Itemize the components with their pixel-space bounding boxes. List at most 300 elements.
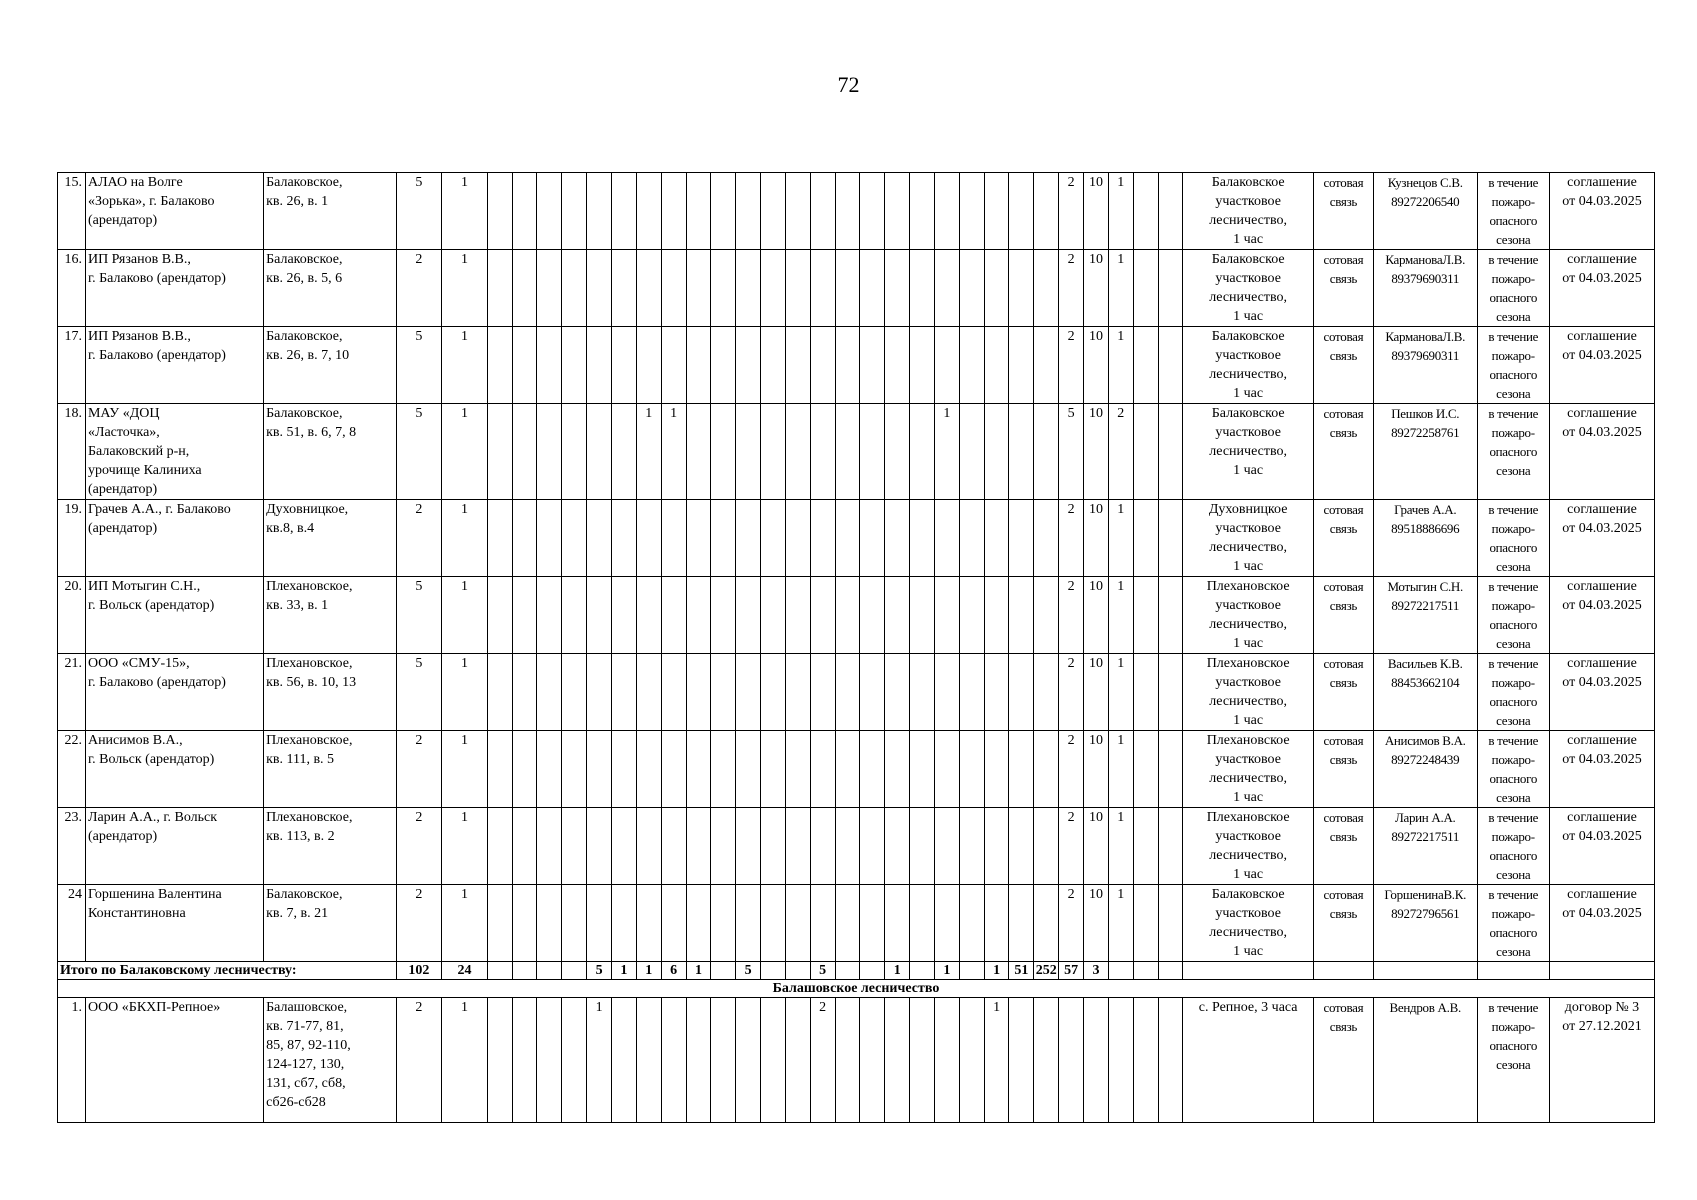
numeric-cell — [835, 808, 860, 885]
numeric-cell — [1133, 731, 1158, 808]
location-line: кв. 51, в. 6, 7, 8 — [266, 425, 357, 440]
numeric-cell — [711, 962, 736, 980]
organization-name-line: Грачев А.А., г. Балаково — [87, 502, 231, 517]
numeric-cell — [487, 654, 512, 731]
contact-person-line: Ларин А.А. — [1394, 810, 1456, 825]
contact-person — [1373, 577, 1477, 654]
numeric-cell: 2 — [1059, 654, 1084, 731]
numeric-cell — [785, 327, 810, 404]
communication-type — [1313, 500, 1373, 577]
location — [264, 173, 397, 250]
organization-name — [85, 173, 263, 250]
row-number: 23. — [58, 808, 86, 885]
numeric-cell — [910, 885, 935, 962]
station-info-line: Плехановское — [1206, 810, 1290, 825]
row-number: 21. — [58, 654, 86, 731]
numeric-cell: 1 — [1108, 654, 1133, 731]
station-info-line: участковое — [1215, 829, 1281, 844]
agreement — [1549, 327, 1654, 404]
total-label: Итого по Балаковскому лесничеству: — [58, 962, 397, 980]
agreement-line: соглашение — [1567, 502, 1637, 517]
numeric-cell — [1133, 808, 1158, 885]
numeric-cell — [910, 173, 935, 250]
numeric-cell — [785, 998, 810, 1123]
numeric-cell — [537, 731, 562, 808]
numeric-cell — [1133, 250, 1158, 327]
location-line: кв. 33, в. 1 — [266, 598, 329, 613]
station-info-line: лесничество, — [1209, 290, 1287, 305]
numeric-cell — [611, 808, 636, 885]
row-number: 15. — [58, 173, 86, 250]
numeric-cell: 2 — [1059, 577, 1084, 654]
table-row — [58, 808, 1655, 885]
numeric-cell — [711, 808, 736, 885]
numeric-cell — [587, 808, 612, 885]
numeric-cell — [587, 577, 612, 654]
organization-name — [85, 500, 263, 577]
duty-period-line: пожаро- — [1491, 829, 1535, 844]
numeric-cell — [761, 808, 786, 885]
organization-name-line: г. Вольск (арендатор) — [87, 752, 215, 767]
numeric-cell — [512, 962, 537, 980]
numeric-cell — [959, 808, 984, 885]
duty-period-line: опасного — [1489, 694, 1538, 709]
numeric-cell: 1 — [442, 173, 488, 250]
organization-name-line: Горшенина Валентина — [87, 887, 222, 902]
numeric-cell — [1034, 885, 1059, 962]
station-info — [1183, 998, 1313, 1123]
numeric-cell — [910, 404, 935, 500]
numeric-cell: 102 — [396, 962, 442, 980]
numeric-cell — [636, 250, 661, 327]
numeric-cell — [736, 327, 761, 404]
organization-name-line: урочище Калиниха — [87, 463, 202, 478]
duty-period — [1477, 500, 1549, 577]
station-info-line: участковое — [1215, 521, 1281, 536]
numeric-cell — [934, 500, 959, 577]
duty-period-line: опасного — [1489, 367, 1538, 382]
communication-type — [1313, 327, 1373, 404]
numeric-cell — [785, 250, 810, 327]
numeric-cell — [512, 173, 537, 250]
numeric-cell — [810, 173, 835, 250]
numeric-cell — [910, 731, 935, 808]
numeric-cell — [587, 654, 612, 731]
numeric-cell — [810, 654, 835, 731]
numeric-cell — [761, 327, 786, 404]
duty-period-line: пожаро- — [1491, 348, 1535, 363]
numeric-cell — [885, 500, 910, 577]
numeric-cell — [736, 250, 761, 327]
location-line: Балаковское, — [266, 887, 343, 902]
numeric-cell — [587, 250, 612, 327]
numeric-cell — [835, 327, 860, 404]
numeric-cell: 1 — [442, 577, 488, 654]
duty-period-line: пожаро- — [1491, 425, 1535, 440]
numeric-cell: 1 — [442, 654, 488, 731]
station-info — [1183, 404, 1313, 500]
numeric-cell — [984, 500, 1009, 577]
empty-cell — [1313, 962, 1373, 980]
duty-period — [1477, 404, 1549, 500]
numeric-cell — [835, 962, 860, 980]
numeric-cell — [860, 327, 885, 404]
numeric-cell — [984, 808, 1009, 885]
row-number: 17. — [58, 327, 86, 404]
communication-type-line: сотовая — [1323, 329, 1364, 344]
numeric-cell — [860, 404, 885, 500]
numeric-cell — [537, 654, 562, 731]
numeric-cell — [835, 173, 860, 250]
numeric-cell — [661, 998, 686, 1123]
numeric-cell — [736, 808, 761, 885]
numeric-cell — [562, 885, 587, 962]
numeric-cell: 2 — [1108, 404, 1133, 500]
numeric-cell: 10 — [1084, 654, 1109, 731]
numeric-cell: 1 — [1108, 731, 1133, 808]
duty-period-line: сезона — [1496, 713, 1531, 728]
numeric-cell — [885, 404, 910, 500]
numeric-cell — [810, 731, 835, 808]
numeric-cell — [984, 250, 1009, 327]
communication-type-line: связь — [1329, 675, 1358, 690]
numeric-cell — [636, 327, 661, 404]
numeric-cell — [1133, 404, 1158, 500]
station-info — [1183, 327, 1313, 404]
numeric-cell — [761, 731, 786, 808]
contact-person — [1373, 404, 1477, 500]
numeric-cell — [512, 885, 537, 962]
row-number: 24 — [58, 885, 86, 962]
agreement-line: соглашение — [1567, 656, 1637, 671]
contact-person-line: 88453662104 — [1391, 675, 1460, 690]
table-row — [58, 577, 1655, 654]
duty-period — [1477, 577, 1549, 654]
agreement-line: соглашение — [1567, 579, 1637, 594]
table-row — [58, 500, 1655, 577]
numeric-cell: 1 — [661, 404, 686, 500]
numeric-cell — [711, 731, 736, 808]
numeric-cell: 1 — [442, 500, 488, 577]
numeric-cell — [1158, 500, 1183, 577]
communication-type-line: связь — [1329, 752, 1358, 767]
station-info-line: лесничество, — [1209, 540, 1287, 555]
empty-cell — [1373, 962, 1477, 980]
duty-period-line: пожаро- — [1491, 752, 1535, 767]
numeric-cell — [487, 500, 512, 577]
communication-type — [1313, 250, 1373, 327]
numeric-cell — [661, 250, 686, 327]
organization-name-line: г. Балаково (арендатор) — [87, 675, 226, 690]
station-info-line: 1 час — [1233, 867, 1264, 882]
communication-type-line: связь — [1329, 598, 1358, 613]
row-number: 16. — [58, 250, 86, 327]
duty-period-line: опасного — [1489, 444, 1538, 459]
location — [264, 885, 397, 962]
station-info-line: лесничество, — [1209, 617, 1287, 632]
numeric-cell — [711, 327, 736, 404]
numeric-cell: 57 — [1059, 962, 1084, 980]
numeric-cell — [885, 808, 910, 885]
contact-person — [1373, 327, 1477, 404]
station-info-line: лесничество, — [1209, 694, 1287, 709]
numeric-cell: 10 — [1084, 404, 1109, 500]
agreement-line: от 27.12.2021 — [1562, 1019, 1642, 1034]
location-line: 124-127, 130, — [266, 1057, 345, 1072]
numeric-cell — [984, 885, 1009, 962]
numeric-cell — [736, 654, 761, 731]
numeric-cell — [835, 404, 860, 500]
duty-period-line: сезона — [1496, 790, 1531, 805]
numeric-cell: 1 — [984, 962, 1009, 980]
station-info-line: лесничество, — [1209, 771, 1287, 786]
numeric-cell: 5 — [587, 962, 612, 980]
numeric-cell — [562, 404, 587, 500]
communication-type-line: связь — [1329, 425, 1358, 440]
numeric-cell: 5 — [396, 327, 442, 404]
numeric-cell — [487, 885, 512, 962]
organization-name-line: г. Вольск (арендатор) — [87, 598, 215, 613]
numeric-cell — [562, 327, 587, 404]
table-row — [58, 731, 1655, 808]
station-info-line: участковое — [1215, 675, 1281, 690]
numeric-cell — [736, 173, 761, 250]
numeric-cell: 1 — [934, 404, 959, 500]
duty-period-line: опасного — [1489, 848, 1538, 863]
numeric-cell — [1133, 962, 1158, 980]
numeric-cell — [785, 808, 810, 885]
numeric-cell — [810, 250, 835, 327]
numeric-cell — [537, 998, 562, 1123]
location-line: Балашовское, — [266, 1000, 348, 1015]
numeric-cell — [910, 962, 935, 980]
station-info — [1183, 808, 1313, 885]
numeric-cell — [537, 404, 562, 500]
contact-person-line: 89272217511 — [1391, 598, 1460, 613]
numeric-cell: 5 — [810, 962, 835, 980]
numeric-cell — [1034, 404, 1059, 500]
agreement-line: соглашение — [1567, 329, 1637, 344]
numeric-cell — [686, 654, 711, 731]
location-line: Балаковское, — [266, 252, 343, 267]
duty-period-line: опасного — [1489, 290, 1538, 305]
communication-type — [1313, 808, 1373, 885]
numeric-cell — [810, 885, 835, 962]
numeric-cell: 2 — [1059, 250, 1084, 327]
numeric-cell — [587, 173, 612, 250]
numeric-cell — [934, 998, 959, 1123]
duty-period-line: в течение — [1488, 329, 1539, 344]
numeric-cell — [587, 731, 612, 808]
organization-name-line: Балаковский р-н, — [87, 444, 190, 459]
numeric-cell: 5 — [396, 404, 442, 500]
communication-type-line: сотовая — [1323, 656, 1364, 671]
agreement-line: от 04.03.2025 — [1562, 752, 1642, 767]
numeric-cell — [736, 577, 761, 654]
numeric-cell: 1 — [442, 404, 488, 500]
contact-person — [1373, 885, 1477, 962]
numeric-cell — [661, 173, 686, 250]
location — [264, 577, 397, 654]
numeric-cell — [661, 654, 686, 731]
numeric-cell — [1009, 500, 1034, 577]
numeric-cell — [636, 500, 661, 577]
agreement-line: от 04.03.2025 — [1562, 675, 1642, 690]
numeric-cell: 2 — [396, 250, 442, 327]
location-line: Плехановское, — [266, 733, 353, 748]
numeric-cell — [512, 654, 537, 731]
numeric-cell — [860, 962, 885, 980]
numeric-cell: 2 — [1059, 731, 1084, 808]
numeric-cell — [487, 577, 512, 654]
contact-person — [1373, 808, 1477, 885]
numeric-cell — [1158, 404, 1183, 500]
communication-type — [1313, 577, 1373, 654]
numeric-cell — [959, 404, 984, 500]
numeric-cell — [984, 404, 1009, 500]
organization-name-line: «Ласточка», — [87, 425, 160, 440]
station-info-line: 1 час — [1233, 636, 1264, 651]
agreement-line: соглашение — [1567, 887, 1637, 902]
numeric-cell — [860, 500, 885, 577]
numeric-cell — [711, 885, 736, 962]
numeric-cell — [860, 173, 885, 250]
numeric-cell — [934, 731, 959, 808]
numeric-cell: 51 — [1009, 962, 1034, 980]
numeric-cell — [835, 654, 860, 731]
organization-name — [85, 654, 263, 731]
location-line: кв. 56, в. 10, 13 — [266, 675, 357, 690]
duty-period-line: пожаро- — [1491, 906, 1535, 921]
station-info-line: 1 час — [1233, 386, 1264, 401]
duty-period-line: в течение — [1488, 810, 1539, 825]
numeric-cell: 5 — [736, 962, 761, 980]
numeric-cell — [1034, 731, 1059, 808]
numeric-cell — [686, 731, 711, 808]
station-info-line: участковое — [1215, 425, 1281, 440]
communication-type-line: сотовая — [1323, 887, 1364, 902]
numeric-cell — [562, 998, 587, 1123]
numeric-cell — [512, 998, 537, 1123]
numeric-cell: 2 — [1059, 500, 1084, 577]
organization-name — [85, 577, 263, 654]
numeric-cell — [636, 577, 661, 654]
communication-type-line: сотовая — [1323, 810, 1364, 825]
duty-period-line: в течение — [1488, 733, 1539, 748]
numeric-cell: 2 — [1059, 808, 1084, 885]
agreement — [1549, 404, 1654, 500]
numeric-cell — [984, 327, 1009, 404]
contact-person — [1373, 250, 1477, 327]
section-header-row — [58, 980, 1655, 998]
duty-period-line: в течение — [1488, 1000, 1539, 1015]
numeric-cell — [959, 731, 984, 808]
numeric-cell — [686, 808, 711, 885]
numeric-cell — [711, 577, 736, 654]
agreement — [1549, 577, 1654, 654]
numeric-cell — [959, 654, 984, 731]
agreement — [1549, 885, 1654, 962]
organization-name-line: АЛАО на Волге — [87, 175, 183, 190]
numeric-cell — [512, 577, 537, 654]
numeric-cell — [984, 577, 1009, 654]
numeric-cell: 1 — [442, 998, 488, 1123]
duty-period-line: сезона — [1496, 309, 1531, 324]
numeric-cell — [636, 885, 661, 962]
numeric-cell — [885, 731, 910, 808]
numeric-cell — [611, 173, 636, 250]
table-row — [58, 327, 1655, 404]
location — [264, 250, 397, 327]
duty-period-line: пожаро- — [1491, 271, 1535, 286]
numeric-cell: 1 — [442, 250, 488, 327]
numeric-cell — [785, 962, 810, 980]
numeric-cell — [611, 654, 636, 731]
numeric-cell — [761, 404, 786, 500]
numeric-cell — [537, 327, 562, 404]
contact-person-line: Анисимов В.А. — [1384, 733, 1466, 748]
communication-type-line: сотовая — [1323, 502, 1364, 517]
numeric-cell — [810, 327, 835, 404]
duty-period-line: в течение — [1488, 175, 1539, 190]
station-info-line: участковое — [1215, 906, 1281, 921]
numeric-cell — [934, 577, 959, 654]
contact-person-line: 89272206540 — [1391, 194, 1460, 209]
numeric-cell — [785, 173, 810, 250]
numeric-cell — [959, 885, 984, 962]
numeric-cell — [686, 327, 711, 404]
numeric-cell: 1 — [442, 731, 488, 808]
numeric-cell — [959, 577, 984, 654]
numeric-cell — [661, 577, 686, 654]
numeric-cell: 10 — [1084, 250, 1109, 327]
numeric-cell: 2 — [810, 998, 835, 1123]
location — [264, 731, 397, 808]
contact-person-line: Мотыгин С.Н. — [1387, 579, 1463, 594]
numeric-cell — [686, 885, 711, 962]
numeric-cell — [487, 998, 512, 1123]
duty-period-line: сезона — [1496, 944, 1531, 959]
numeric-cell: 2 — [396, 808, 442, 885]
numeric-cell — [1158, 731, 1183, 808]
numeric-cell: 10 — [1084, 327, 1109, 404]
numeric-cell — [537, 808, 562, 885]
organization-name-line: ИП Рязанов В.В., — [87, 252, 191, 267]
numeric-cell — [885, 654, 910, 731]
contact-person-line: 89272217511 — [1391, 829, 1460, 844]
numeric-cell — [761, 885, 786, 962]
numeric-cell — [860, 250, 885, 327]
numeric-cell — [761, 500, 786, 577]
contact-person — [1373, 998, 1477, 1123]
empty-cell — [1183, 962, 1313, 980]
numeric-cell — [537, 577, 562, 654]
numeric-cell — [587, 404, 612, 500]
duty-period-line: пожаро- — [1491, 194, 1535, 209]
numeric-cell: 2 — [1059, 327, 1084, 404]
numeric-cell — [810, 500, 835, 577]
numeric-cell — [1133, 577, 1158, 654]
numeric-cell — [487, 731, 512, 808]
numeric-cell — [934, 808, 959, 885]
numeric-cell — [487, 250, 512, 327]
location-line: кв. 113, в. 2 — [266, 829, 335, 844]
duty-period-line: в течение — [1488, 887, 1539, 902]
numeric-cell — [1009, 250, 1034, 327]
duty-period-line: опасного — [1489, 771, 1538, 786]
duty-period-line: пожаро- — [1491, 598, 1535, 613]
numeric-cell: 5 — [396, 654, 442, 731]
